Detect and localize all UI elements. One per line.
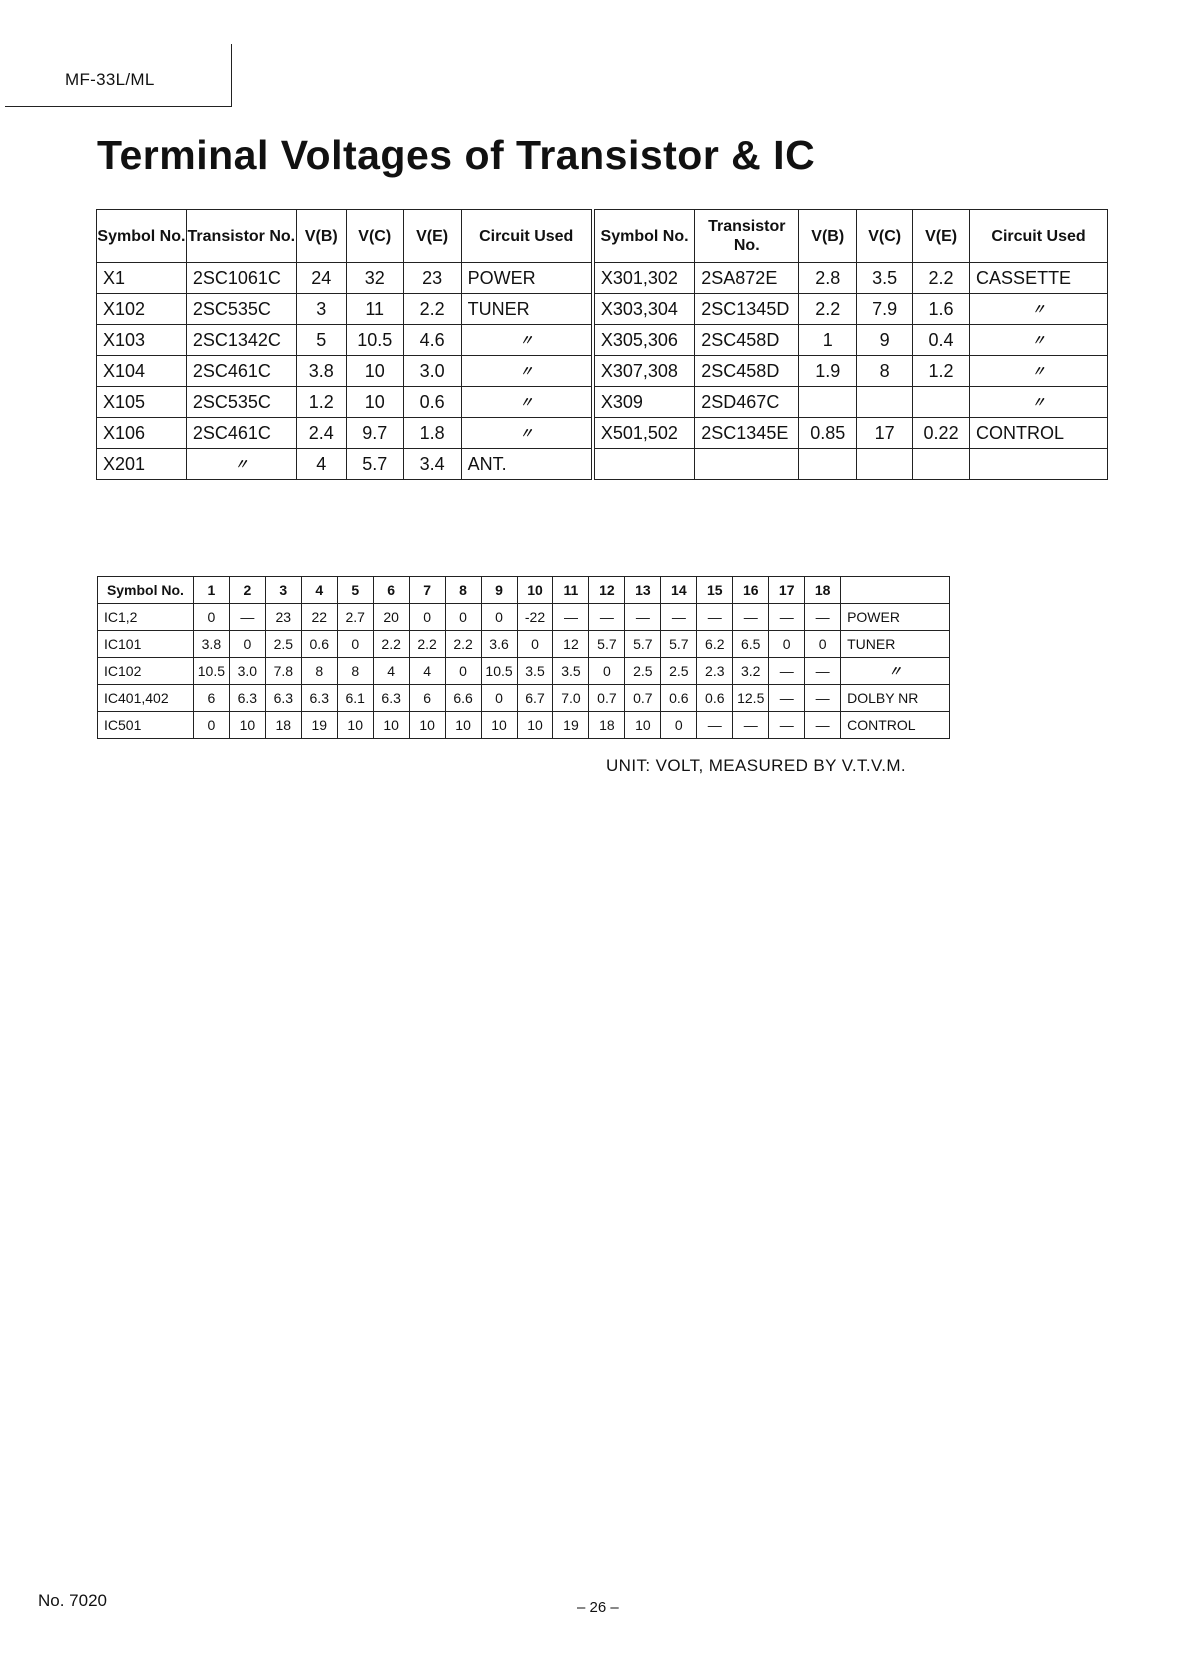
table-cell: 6.3 [229,685,265,712]
table-cell: 5.7 [589,631,625,658]
table-cell: — [805,604,841,631]
table-cell: 19 [553,712,589,739]
column-header: V(B) [799,210,857,263]
table-cell: 2SC461C [186,418,296,449]
column-header: V(C) [346,210,403,263]
table-cell: 10.5 [346,325,403,356]
table-cell: 2SC458D [695,356,799,387]
table-header-row [98,577,950,604]
table-cell: 0 [445,658,481,685]
table-cell: 3.2 [733,658,769,685]
table-cell: 2.2 [445,631,481,658]
table-cell: 10 [625,712,661,739]
table-cell: — [769,685,805,712]
table-cell: IC101 [98,631,194,658]
table-cell: 22 [301,604,337,631]
table-cell: — [805,658,841,685]
table-cell [593,449,695,480]
table-cell: 2.3 [697,658,733,685]
table-cell: 〃 [970,387,1108,418]
table-cell: — [661,604,697,631]
table-cell: — [229,604,265,631]
table-cell: X103 [97,325,187,356]
table-cell: CONTROL [841,712,950,739]
table-cell: CONTROL [970,418,1108,449]
column-header: Symbol No. [98,577,194,604]
table-cell: 3.8 [296,356,346,387]
column-header: Transistor No. [186,210,296,263]
table-cell: 6 [409,685,445,712]
table-cell: 0 [229,631,265,658]
table-cell: 2SC1345E [695,418,799,449]
column-header: V(E) [403,210,461,263]
table-cell: X105 [97,387,187,418]
table-cell: 20 [373,604,409,631]
table-cell: — [769,604,805,631]
table-cell: 10 [409,712,445,739]
column-header: Symbol No. [593,210,695,263]
column-header: 18 [805,577,841,604]
table-cell [913,449,970,480]
column-header: 8 [445,577,481,604]
column-header: 11 [553,577,589,604]
table-cell: 0 [193,712,229,739]
table-cell: X301,302 [593,263,695,294]
table-cell: 〃 [461,325,593,356]
table-cell: 〃 [461,418,593,449]
transistor-voltage-table [96,209,1108,480]
column-header: 15 [697,577,733,604]
table-cell: 0.7 [625,685,661,712]
table-cell [857,449,913,480]
column-header: 13 [625,577,661,604]
table-cell: IC102 [98,658,194,685]
table-cell: 4.6 [403,325,461,356]
table-cell: 3.0 [403,356,461,387]
column-header: V(C) [857,210,913,263]
table-cell: — [805,712,841,739]
table-cell: 2SC1342C [186,325,296,356]
table-row [98,658,950,685]
table-cell: X309 [593,387,695,418]
table-cell: 〃 [186,449,296,480]
table-cell: 10 [346,356,403,387]
table-cell: 3.5 [857,263,913,294]
table-cell: -22 [517,604,553,631]
table-cell: X307,308 [593,356,695,387]
table-cell: 6.5 [733,631,769,658]
table-cell: 23 [403,263,461,294]
table-cell: 10 [337,712,373,739]
table-cell: 0 [589,658,625,685]
table-cell: 5 [296,325,346,356]
table-cell: 0.22 [913,418,970,449]
table-cell: 0 [409,604,445,631]
table-cell: 6.3 [301,685,337,712]
column-header: 6 [373,577,409,604]
table-cell: TUNER [841,631,950,658]
column-header: Symbol No. [97,210,187,263]
table-row [98,604,950,631]
table-cell: 1 [799,325,857,356]
table-cell: 1.2 [913,356,970,387]
table-cell: 2SC535C [186,294,296,325]
table-cell: 0 [769,631,805,658]
table-cell: X104 [97,356,187,387]
table-cell: 6.3 [373,685,409,712]
table-cell: 4 [373,658,409,685]
table-cell: 2SC535C [186,387,296,418]
table-cell: 3.5 [517,658,553,685]
table-cell: 17 [857,418,913,449]
table-cell: X1 [97,263,187,294]
table-cell: 2SC458D [695,325,799,356]
column-header: 17 [769,577,805,604]
table-cell [970,449,1108,480]
table-cell: 12 [553,631,589,658]
table-cell: 〃 [461,387,593,418]
table-row [97,263,1108,294]
table-cell: X102 [97,294,187,325]
table-cell: 4 [409,658,445,685]
table-cell: 10.5 [481,658,517,685]
table-cell: 2.5 [625,658,661,685]
table-cell: 2.8 [799,263,857,294]
table-cell [695,449,799,480]
table-cell: 2.2 [799,294,857,325]
table-cell: X305,306 [593,325,695,356]
table-cell: 〃 [970,294,1108,325]
table-cell: 11 [346,294,403,325]
table-cell: 3 [296,294,346,325]
table-cell [913,387,970,418]
table-cell: 10.5 [193,658,229,685]
table-row [98,712,950,739]
table-row [97,294,1108,325]
column-header: 3 [265,577,301,604]
table-cell: 2SD467C [695,387,799,418]
column-header: 4 [301,577,337,604]
table-cell: 0.7 [589,685,625,712]
table-cell: 2.5 [661,658,697,685]
table-cell: — [697,712,733,739]
table-cell: X303,304 [593,294,695,325]
table-cell: 〃 [461,356,593,387]
table-cell: — [589,604,625,631]
table-cell: 0 [481,685,517,712]
table-cell: 3.4 [403,449,461,480]
model-label: MF-33L/ML [65,70,155,89]
column-header: 10 [517,577,553,604]
table-cell: — [769,712,805,739]
column-header: 5 [337,577,373,604]
table-row [97,387,1108,418]
table-cell: 1.2 [296,387,346,418]
table-cell: 0.85 [799,418,857,449]
table-cell: 18 [265,712,301,739]
table-row [97,325,1108,356]
table-cell: 9 [857,325,913,356]
column-header: V(B) [296,210,346,263]
table-cell: 6.7 [517,685,553,712]
page-number: – 26 – [577,1599,619,1616]
ic-table-body [98,604,950,739]
table-cell: 〃 [970,325,1108,356]
table-cell: ANT. [461,449,593,480]
column-header [841,577,950,604]
column-header: Circuit Used [970,210,1108,263]
table-row [97,356,1108,387]
table-cell: 0.4 [913,325,970,356]
table-cell: TUNER [461,294,593,325]
table-cell: 2.4 [296,418,346,449]
transistor-table-body [97,263,1108,480]
table-cell: 6.1 [337,685,373,712]
table-cell: 5.7 [346,449,403,480]
table-cell: 1.9 [799,356,857,387]
page-title: Terminal Voltages of Transistor & IC [97,132,816,178]
table-cell: X201 [97,449,187,480]
table-cell: 0 [661,712,697,739]
table-cell: 10 [346,387,403,418]
table-cell: 6 [193,685,229,712]
table-cell: 0.6 [403,387,461,418]
doc-number: No. 7020 [38,1591,107,1610]
table-cell: X106 [97,418,187,449]
table-cell: 2.7 [337,604,373,631]
ic-voltage-table [97,576,950,739]
table-cell: 8 [857,356,913,387]
table-cell: 〃 [841,658,950,685]
column-header: 14 [661,577,697,604]
table-cell: 2SC1061C [186,263,296,294]
table-cell: 0 [445,604,481,631]
table-cell: 5.7 [661,631,697,658]
table-cell: 24 [296,263,346,294]
table-cell: 0.6 [301,631,337,658]
table-cell: 8 [337,658,373,685]
table-cell [799,387,857,418]
table-cell: 〃 [970,356,1108,387]
table-cell: 2.2 [913,263,970,294]
table-cell: 10 [373,712,409,739]
table-cell: POWER [841,604,950,631]
table-cell: CASSETTE [970,263,1108,294]
table-cell: 10 [481,712,517,739]
column-header: 12 [589,577,625,604]
table-cell: 5.7 [625,631,661,658]
table-cell: 7.9 [857,294,913,325]
table-cell: 2SC461C [186,356,296,387]
table-cell: — [625,604,661,631]
table-cell: 23 [265,604,301,631]
table-row [98,685,950,712]
table-cell: 7.0 [553,685,589,712]
table-cell: 7.8 [265,658,301,685]
table-cell: X501,502 [593,418,695,449]
table-cell: 4 [296,449,346,480]
table-cell: 0 [517,631,553,658]
table-cell: 2.2 [373,631,409,658]
column-header: V(E) [913,210,970,263]
table-cell: 2SA872E [695,263,799,294]
unit-note: UNIT: VOLT, MEASURED BY V.T.V.M. [606,756,906,775]
table-cell: 3.6 [481,631,517,658]
column-header: 16 [733,577,769,604]
table-cell: 6.6 [445,685,481,712]
table-cell: — [733,712,769,739]
table-cell: 12.5 [733,685,769,712]
column-header: Circuit Used [461,210,593,263]
table-cell: 2.2 [409,631,445,658]
table-cell: 0 [481,604,517,631]
table-cell: 1.6 [913,294,970,325]
table-cell: 1.8 [403,418,461,449]
table-cell: 18 [589,712,625,739]
table-cell: DOLBY NR [841,685,950,712]
table-cell: IC1,2 [98,604,194,631]
table-row [97,449,1108,480]
table-row [98,631,950,658]
table-cell: 2.5 [265,631,301,658]
table-cell: 2.2 [403,294,461,325]
table-cell: 0 [193,604,229,631]
table-cell: 19 [301,712,337,739]
column-header: 1 [193,577,229,604]
column-header: 7 [409,577,445,604]
table-cell: 32 [346,263,403,294]
table-cell: IC401,402 [98,685,194,712]
table-cell: — [697,604,733,631]
table-header-row [97,210,1108,263]
table-cell: 3.0 [229,658,265,685]
table-cell: 8 [301,658,337,685]
table-row [97,418,1108,449]
table-cell: 0.6 [661,685,697,712]
table-cell: 3.5 [553,658,589,685]
table-cell: 10 [517,712,553,739]
table-cell [799,449,857,480]
column-header: 2 [229,577,265,604]
column-header: Transistor No. [695,210,799,263]
table-cell: 2SC1345D [695,294,799,325]
table-cell: 0.6 [697,685,733,712]
table-cell: — [553,604,589,631]
table-cell: — [805,685,841,712]
table-cell: 10 [229,712,265,739]
table-cell: POWER [461,263,593,294]
table-cell: — [769,658,805,685]
table-cell: — [733,604,769,631]
table-cell: 6.3 [265,685,301,712]
table-cell: 9.7 [346,418,403,449]
table-cell: 0 [337,631,373,658]
table-cell: 3.8 [193,631,229,658]
table-cell: 0 [805,631,841,658]
table-cell: IC501 [98,712,194,739]
column-header: 9 [481,577,517,604]
table-cell: 6.2 [697,631,733,658]
table-cell: 10 [445,712,481,739]
table-cell [857,387,913,418]
